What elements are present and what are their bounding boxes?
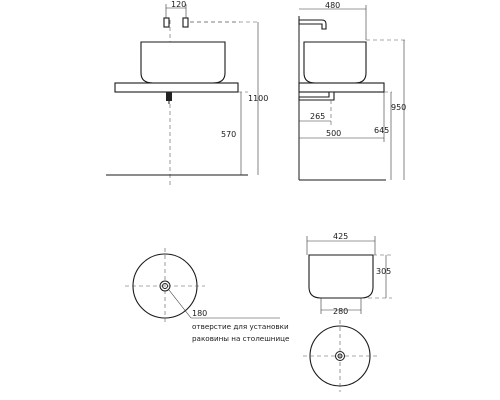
front-view xyxy=(106,0,268,185)
dim-front-counter-height: 570 xyxy=(221,130,237,139)
detail-basin-elevation xyxy=(309,255,373,298)
dim-basin-diameter: 425 xyxy=(333,232,349,241)
note-line-2: раковины на столешнице xyxy=(192,334,290,343)
dim-side-counter-height: 645 xyxy=(374,126,390,135)
front-tap-right xyxy=(183,18,188,27)
plan-view xyxy=(125,248,290,343)
dim-side-width: 480 xyxy=(325,1,341,10)
side-countertop xyxy=(299,83,384,92)
side-view xyxy=(299,1,406,180)
dim-front-total-height: 1100 xyxy=(248,94,269,103)
dim-plan: 180 xyxy=(192,309,208,318)
dim-side-total-height: 950 xyxy=(391,103,407,112)
dim-side-hole-offset: 265 xyxy=(310,112,326,121)
side-basin xyxy=(304,42,366,83)
side-drain-trap xyxy=(299,92,334,100)
note-line-1: отверстие для установки xyxy=(192,322,289,331)
dim-basin-height: 305 xyxy=(376,267,392,276)
dim-basin-base: 280 xyxy=(333,307,349,316)
front-countertop xyxy=(115,83,238,92)
front-tap-left xyxy=(164,18,169,27)
front-basin xyxy=(141,42,225,83)
dim-side-counter-depth: 500 xyxy=(326,129,342,138)
dim-front-tap-spacing: 120 xyxy=(171,0,187,9)
front-drain xyxy=(166,92,172,101)
side-faucet xyxy=(299,20,326,29)
basin-detail xyxy=(303,232,392,392)
